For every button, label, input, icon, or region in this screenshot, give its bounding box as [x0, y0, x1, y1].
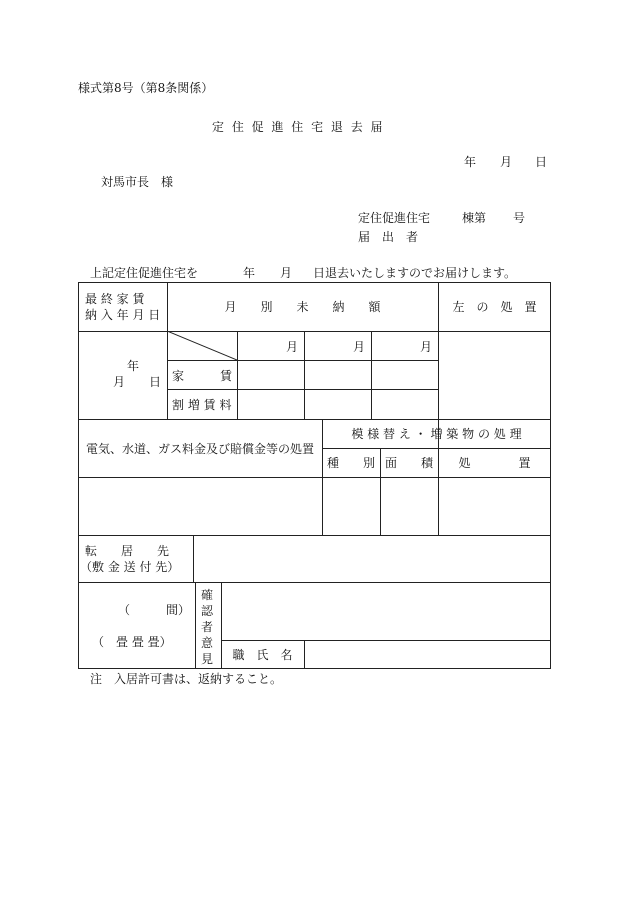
statement-month: 月 [280, 266, 293, 280]
last-payment-label-2: 納 入 年 月 日 [85, 308, 161, 322]
payment-date-year: 年 [127, 359, 140, 373]
relocation-label: 転 居 先 [85, 544, 170, 558]
remodel-disposal-col: 処 置 [458, 456, 531, 470]
rule-col-relocation [193, 535, 194, 582]
payment-date-monthday: 月 日 [113, 375, 162, 389]
statement-suffix: 日退去いたしますのでお届けします。 [313, 266, 517, 280]
utilities-label: 電気、水道、ガス料金及び賠償金等の処置 [85, 441, 314, 456]
rule-col-official [304, 640, 305, 669]
monthly-unpaid-header: 月 別 未 納 額 [224, 300, 381, 314]
unit-number-label: 号 [513, 211, 526, 225]
rule-row4 [78, 535, 551, 536]
surcharge-label: 割 増 賃 料 [172, 398, 232, 412]
last-payment-label-1: 最 終 家 賃 [85, 292, 145, 306]
confirmer-char-2: 認 [201, 604, 214, 618]
disposition-header: 左 の 処 置 [452, 300, 537, 314]
official-name-label: 職 氏 名 [232, 648, 293, 662]
addressee: 対馬市長 様 [101, 175, 174, 189]
rule-row3 [78, 477, 551, 478]
diagonal-line [167, 331, 237, 360]
rule-col-month3 [371, 331, 372, 419]
rent-label: 家 賃 [172, 369, 233, 383]
building-label: 棟第 [462, 211, 487, 225]
form-title: 定 住 促 進 住 宅 退 去 届 [212, 120, 385, 134]
month-col-3: 月 [420, 340, 433, 354]
remodel-area-col: 面 積 [384, 456, 433, 470]
form-number: 様式第8号（第8条関係） [78, 81, 214, 95]
confirmer-char-1: 確 [201, 588, 214, 602]
confirmer-char-5: 見 [201, 652, 214, 666]
rule-row5 [78, 582, 551, 583]
rule-rent-row [167, 389, 438, 390]
date-day-label: 日 [535, 155, 548, 169]
notifier-label: 届 出 者 [358, 230, 419, 244]
rule-col-rooms [195, 582, 196, 669]
statement-year: 年 [243, 266, 256, 280]
rule-col-month2 [304, 331, 305, 419]
rooms-count-label: （ 間） [118, 603, 191, 617]
confirmer-char-4: 意 [201, 636, 214, 650]
month-col-2: 月 [353, 340, 366, 354]
note: 注 入居許可書は、返納すること。 [90, 672, 283, 686]
date-month-label: 月 [500, 155, 513, 169]
rule-col-month1 [237, 331, 238, 419]
rule-row1 [78, 331, 551, 332]
date-year-label: 年 [464, 155, 477, 169]
statement-prefix: 上記定住促進住宅を [90, 266, 199, 280]
tatami-label: （ 畳 畳 畳） [92, 635, 172, 649]
month-col-1: 月 [286, 340, 299, 354]
confirmer-char-3: 者 [201, 620, 214, 634]
rule-month-header [167, 360, 438, 361]
remodel-type-col: 種 別 [326, 456, 375, 470]
housing-label: 定住促進住宅 [358, 211, 431, 225]
remodel-header: 模 様 替 え ・ 増 築 物 の 処 理 [351, 427, 522, 441]
deposit-address-label: （敷 金 送 付 先） [80, 560, 180, 574]
